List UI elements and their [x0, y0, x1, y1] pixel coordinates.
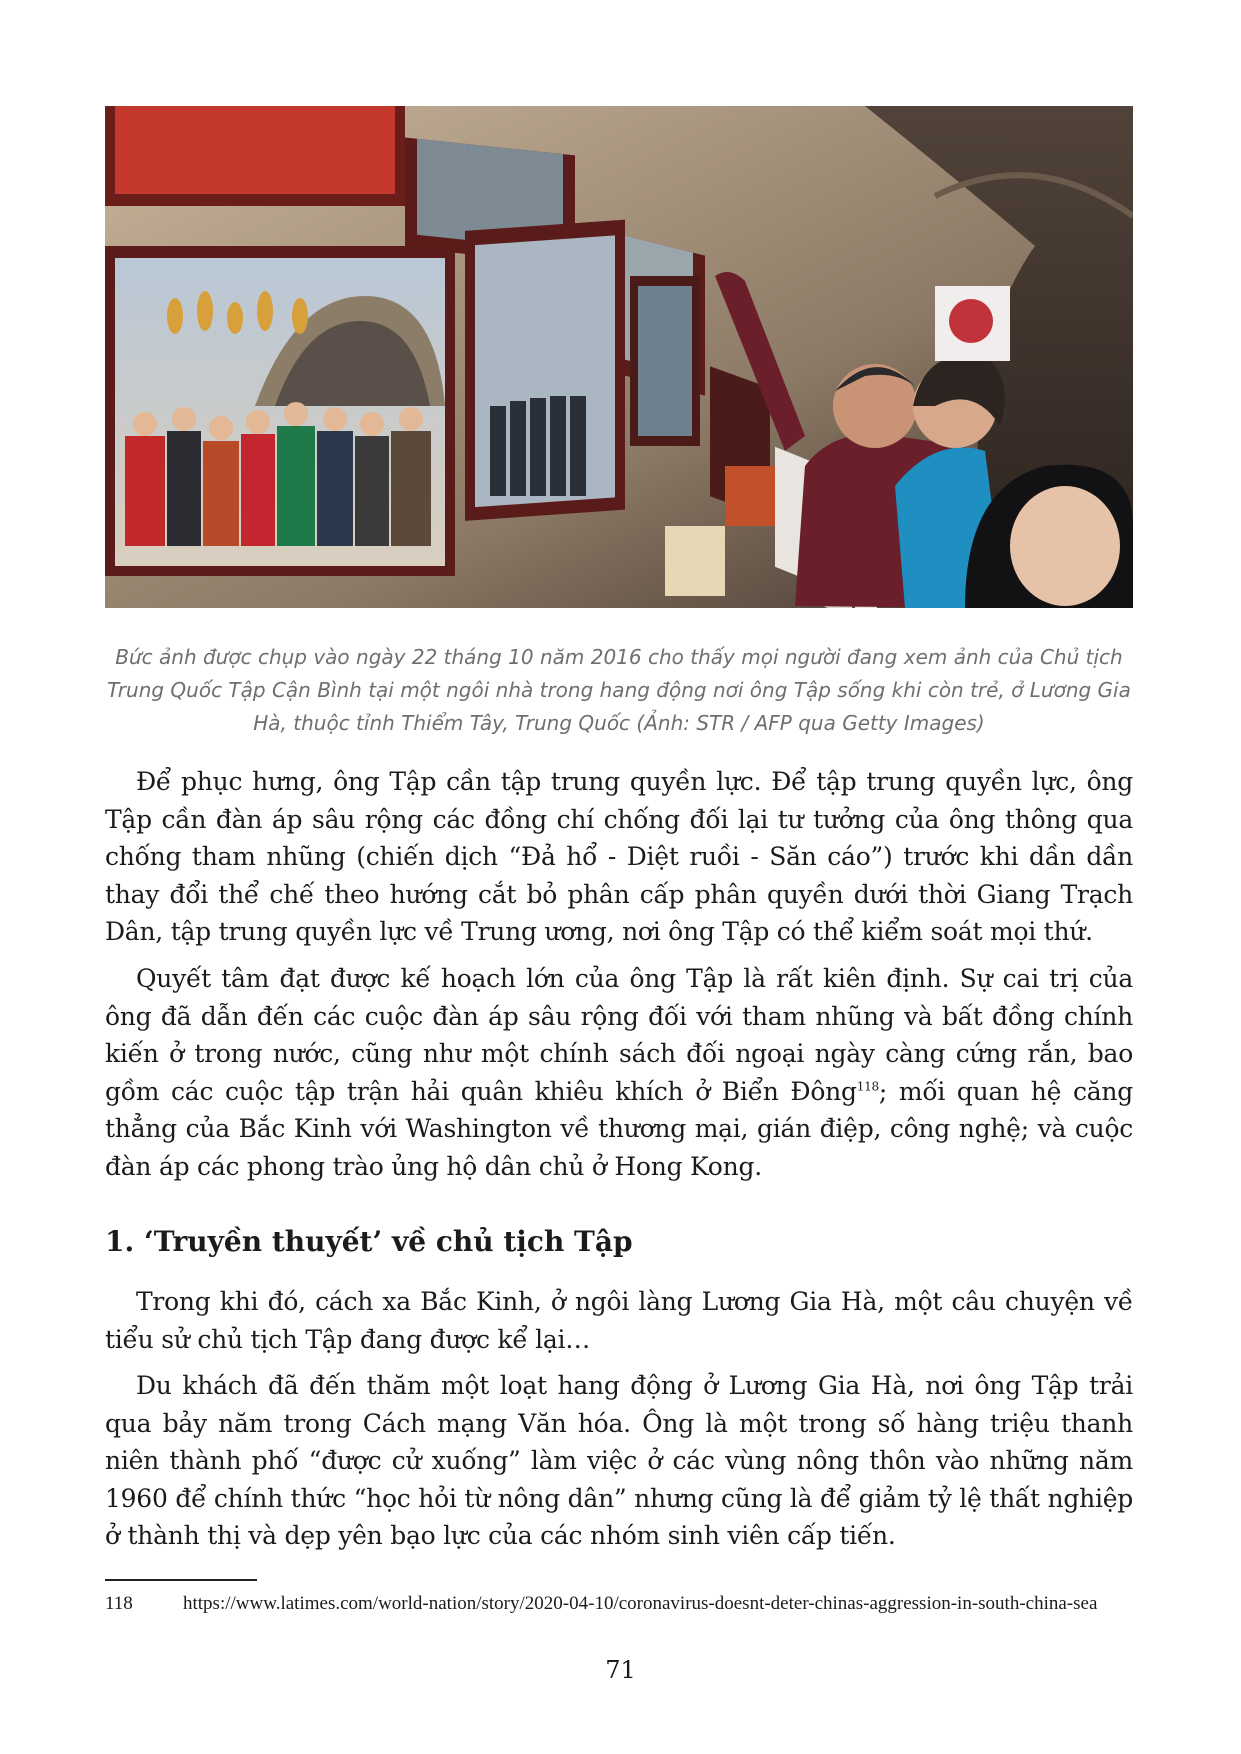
body-paragraph: Trong khi đó, cách xa Bắc Kinh, ở ngôi làng Lương Gia Hà, một câu chuyện về tiểu sử chủ tịch Tập đang được kể lại… [105, 1287, 1133, 1354]
footnote-link[interactable]: https://www.latimes.com/world-nation/story/2020-04-10/coronavirus-doesnt-deter-chinas-aggression-in-south-china-sea [183, 1593, 1098, 1614]
body-paragraph [105, 960, 1133, 1185]
paragraph-text: ; mối quan hệ căng thẳng của Bắc Kinh với Washington về thương mại, gián điệp, công nghệ; và cuộc đàn áp các phong trào ủng hộ dân chủ ở Hong Kong. [105, 1076, 1133, 1181]
page-number: 71 [605, 1656, 636, 1684]
footnote [105, 1590, 1105, 1617]
body-paragraph: Du khách đã đến thăm một loạt hang động ở Lương Gia Hà, nơi ông Tập trải qua bảy năm trong Cách mạng Văn hóa. Ông là một trong số hàng triệu thanh niên thành phố “được cử xuống” làm việc ở các vùng nông thôn vào những năm 1960 để chính thức “học hỏi từ nông dân” nhưng cũng là để giảm tỷ lệ thất nghiệp ở thành thị và dẹp yên bạo lực của các nhóm sinh viên cấp tiến. [105, 1371, 1133, 1550]
footnote-number: 118 [105, 1593, 133, 1614]
footnote-divider [105, 1579, 257, 1581]
paragraph-text: Quyết tâm đạt được kế hoạch lớn của ông Tập là rất kiên định. Sự cai trị của ông đã dẫn đến các cuộc đàn áp sâu rộng đối với tham nhũng và bất đồng chính kiến ở trong nước, cũng như một chính sách đối ngoại ngày càng cứng rắn, bao gồm các cuộc tập trận hải quân khiêu khích ở Biển Đông [105, 964, 1133, 1106]
article-photo [105, 106, 1133, 608]
photo-caption: Bức ảnh được chụp vào ngày 22 tháng 10 năm 2016 cho thấy mọi người đang xem ảnh của Chủ tịch Trung Quốc Tập Cận Bình tại một ngôi nhà trong hang động nơi ông Tập sống khi còn trẻ, ở Lương Gia Hà, thuộc tỉnh Thiểm Tây, Trung Quốc (Ảnh: STR / AFP qua Getty Images) [107, 645, 1131, 735]
photo-illustration [105, 106, 1133, 608]
footnote-reference[interactable]: 118 [856, 1079, 879, 1094]
body-paragraph: Để phục hưng, ông Tập cần tập trung quyền lực. Để tập trung quyền lực, ông Tập cần đàn áp sâu rộng các đồng chí chống đối lại tư tưởng của ông thông qua chống tham nhũng (chiến dịch “Đả hổ - Diệt ruồi - Săn cáo”) trước khi dần dần thay đổi thể chế theo hướng cắt bỏ phân cấp phân quyền dưới thời Giang Trạch Dân, tập trung quyền lực về Trung ương, nơi ông Tập có thể kiểm soát mọi thứ. [105, 767, 1133, 946]
section-heading: 1. ‘Truyền thuyết’ về chủ tịch Tập [105, 1225, 633, 1258]
